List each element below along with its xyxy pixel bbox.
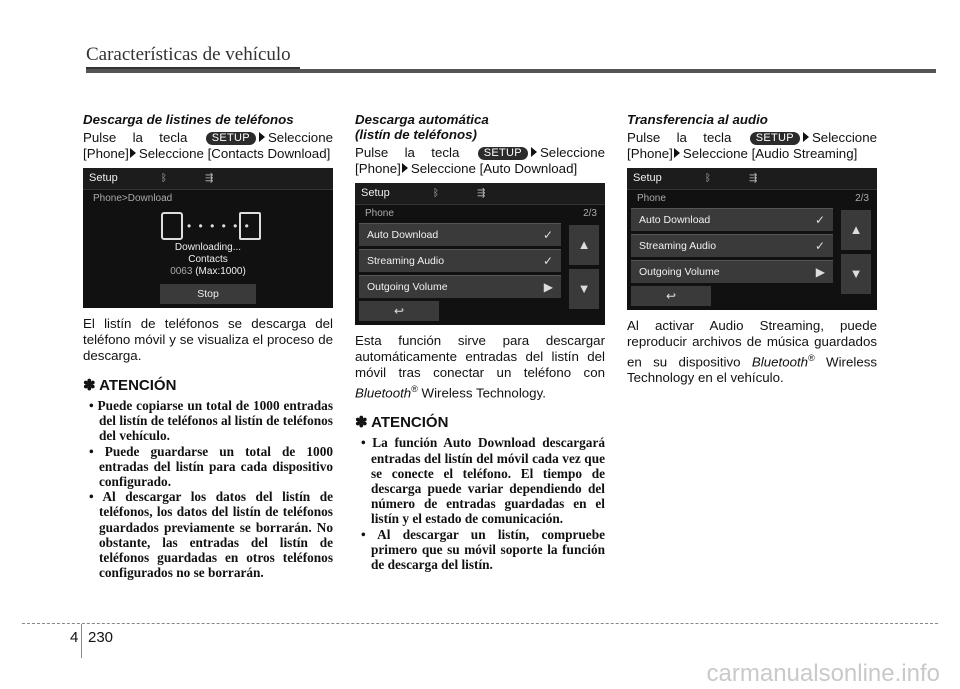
arrow-right-icon: [674, 148, 680, 158]
arrow-right-icon: [130, 148, 136, 158]
back-button[interactable]: [359, 301, 439, 321]
download-max: (Max:1000): [195, 266, 246, 277]
screen-breadcrumb: [355, 205, 605, 223]
instr-text: Pulse la tecla: [627, 130, 732, 145]
menu-item-auto-download[interactable]: [359, 223, 561, 246]
attention-item: • Al descargar un listín, compruebe primero que su móvil soporte la función de descarga del listín.: [361, 526, 605, 573]
instr-text: Pulse la tecla: [355, 145, 460, 160]
screen-title-bar: [627, 168, 877, 190]
menu-item-label: Streaming Audio: [639, 240, 717, 252]
menu-item-streaming-audio[interactable]: [631, 234, 833, 257]
bluetooth-icon: ᛒ: [433, 188, 439, 199]
phone-icon: [161, 212, 183, 240]
bluetooth-text: Bluetooth: [355, 385, 412, 401]
page-number-separator: [81, 624, 82, 658]
registered-mark: ®: [411, 384, 418, 394]
screen-title: Setup: [633, 172, 662, 184]
instr-text: Seleccione [Phone]: [355, 145, 605, 176]
attention-list: [355, 435, 605, 572]
play-arrow-icon: ▶: [815, 265, 825, 279]
page-number: 230: [88, 629, 114, 646]
usb-icon: ⇶: [205, 173, 214, 184]
screen-title: Setup: [361, 187, 390, 199]
menu-item-streaming-audio[interactable]: [359, 249, 561, 272]
menu-item-auto-download[interactable]: [631, 208, 833, 231]
desc-text: Wireless Technology en el vehículo.: [627, 354, 878, 386]
header-rule: [86, 69, 936, 73]
instr-text: Seleccione [Audio Streaming]: [682, 146, 858, 161]
arrow-right-icon: [402, 163, 408, 173]
usb-icon: ⇶: [477, 188, 486, 199]
download-count: 0063: [170, 266, 193, 277]
play-arrow-icon: ▶: [543, 280, 553, 294]
menu-item-label: Outgoing Volume: [639, 266, 720, 278]
column-auto-download: [355, 112, 605, 572]
instructions-contacts-download: [83, 130, 333, 162]
menu-item-outgoing-volume[interactable]: [631, 260, 833, 283]
menu-item-outgoing-volume[interactable]: [359, 275, 561, 298]
arrow-right-icon: [531, 147, 537, 157]
screen-breadcrumb: Phone>Download: [93, 193, 173, 204]
registered-mark: ®: [808, 353, 815, 363]
instructions-audio-streaming: [627, 130, 877, 162]
setup-key-badge: SETUP: [750, 132, 800, 145]
stop-button[interactable]: Stop: [160, 284, 256, 304]
contacts-label: Contacts: [188, 254, 228, 265]
arrow-right-icon: [803, 132, 809, 142]
attention-item: • Puede guardarse un total de 1000 entradas del listín para cada dispositivo configurado.: [89, 443, 333, 490]
subhead-auto-download-2: (listín de teléfonos): [355, 127, 477, 142]
subhead-audio-streaming: Transferencia al audio: [627, 112, 768, 127]
chapter-number: 4: [70, 629, 79, 646]
check-icon: ✓: [542, 228, 553, 242]
contacts-list-icon: [239, 212, 261, 240]
audio-streaming-desc: [627, 318, 877, 386]
screen-title-bar: [83, 168, 333, 190]
screen-title-bar: [355, 183, 605, 205]
bluetooth-text: Bluetooth: [751, 354, 809, 370]
progress-dots-icon: • • • • • •: [187, 219, 251, 233]
setup-key-badge: SETUP: [478, 147, 528, 160]
watermark: carmanualsonline.info: [706, 660, 940, 687]
instr-text: Seleccione [Contacts Download]: [138, 146, 331, 161]
attention-title: ✽ ATENCIÓN: [83, 377, 177, 394]
column-audio-streaming: [627, 112, 877, 386]
screen-phone-settings: [627, 168, 877, 310]
arrow-right-icon: [259, 132, 265, 142]
instr-text: Seleccione [Phone]: [627, 130, 877, 161]
menu-item-label: Auto Download: [639, 214, 711, 226]
download-counter: [83, 266, 333, 278]
contacts-download-desc: El listín de teléfonos se descarga del teléfono móvil y se visualiza el proceso de descarga.: [83, 316, 333, 363]
downloading-label: Downloading...: [174, 242, 242, 253]
desc-text: Wireless Technology.: [417, 385, 546, 401]
screen-download: [83, 168, 333, 308]
attention-item: • La función Auto Download descargará entradas del listín del móvil cada vez que se conecte el teléfono. El tiempo de descarga puede variar dependiendo del número de entradas guardadas en el listín y el estado de comunicación.: [361, 435, 605, 527]
setup-key-badge: SETUP: [206, 132, 256, 145]
back-button[interactable]: [631, 286, 711, 306]
desc-text: Esta función sirve para descargar automáticamente entradas del listín del móvil tras conectar un teléfono con: [355, 333, 605, 380]
usb-icon: ⇶: [749, 173, 758, 184]
screen-title: Setup: [89, 172, 118, 184]
desc-text: Al activar Audio Streaming, puede reproducir archivos de música guardados en su dispositivo: [627, 318, 877, 370]
breadcrumb-text: Phone: [637, 193, 666, 204]
page-header-title: Características de vehículo: [86, 44, 291, 65]
bluetooth-icon: ᛒ: [705, 173, 711, 184]
subhead-auto-download: Descarga automática: [355, 112, 489, 127]
attention-list: [83, 398, 333, 580]
page-indicator: 2/3: [855, 193, 869, 204]
download-status: [83, 242, 333, 278]
menu-item-label: Auto Download: [367, 229, 439, 241]
screen-breadcrumb: [627, 190, 877, 208]
check-icon: ✓: [814, 213, 825, 227]
menu-item-label: Outgoing Volume: [367, 281, 448, 293]
back-arrow-icon: ↩: [665, 289, 677, 303]
scroll-up-button[interactable]: ▲: [569, 225, 599, 265]
scroll-down-button[interactable]: ▼: [841, 254, 871, 294]
subhead-contacts-download: Descarga de listines de teléfonos: [83, 112, 294, 127]
scroll-up-button[interactable]: ▲: [841, 210, 871, 250]
attention-title: ✽ ATENCIÓN: [355, 414, 449, 432]
column-contacts-download: [83, 112, 333, 580]
page-indicator: 2/3: [583, 208, 597, 219]
instr-text: Seleccione [Auto Download]: [410, 161, 578, 176]
scroll-down-button[interactable]: ▼: [569, 269, 599, 309]
instr-text: Pulse la tecla: [83, 130, 188, 145]
breadcrumb-text: Phone: [365, 208, 394, 219]
check-icon: ✓: [542, 254, 553, 268]
back-arrow-icon: ↩: [393, 304, 405, 318]
instructions-auto-download: [355, 145, 605, 177]
screen-phone-settings: [355, 183, 605, 325]
footer-rule: [22, 623, 938, 624]
instr-text: Seleccione [Phone]: [83, 130, 333, 161]
auto-download-desc: [355, 333, 605, 401]
attention-item: • Puede copiarse un total de 1000 entradas del listín de teléfonos al listín de teléfonos del vehículo.: [89, 398, 333, 444]
menu-item-label: Streaming Audio: [367, 255, 445, 267]
bluetooth-icon: ᛒ: [161, 173, 167, 184]
attention-item: • Al descargar los datos del listín de teléfonos, los datos del listín de teléfonos guardados previamente se borrarán. No obstante, las entradas del listín de teléfonos guardadas en otros teléfonos configurados no se borrarán.: [89, 489, 333, 581]
check-icon: ✓: [814, 239, 825, 253]
